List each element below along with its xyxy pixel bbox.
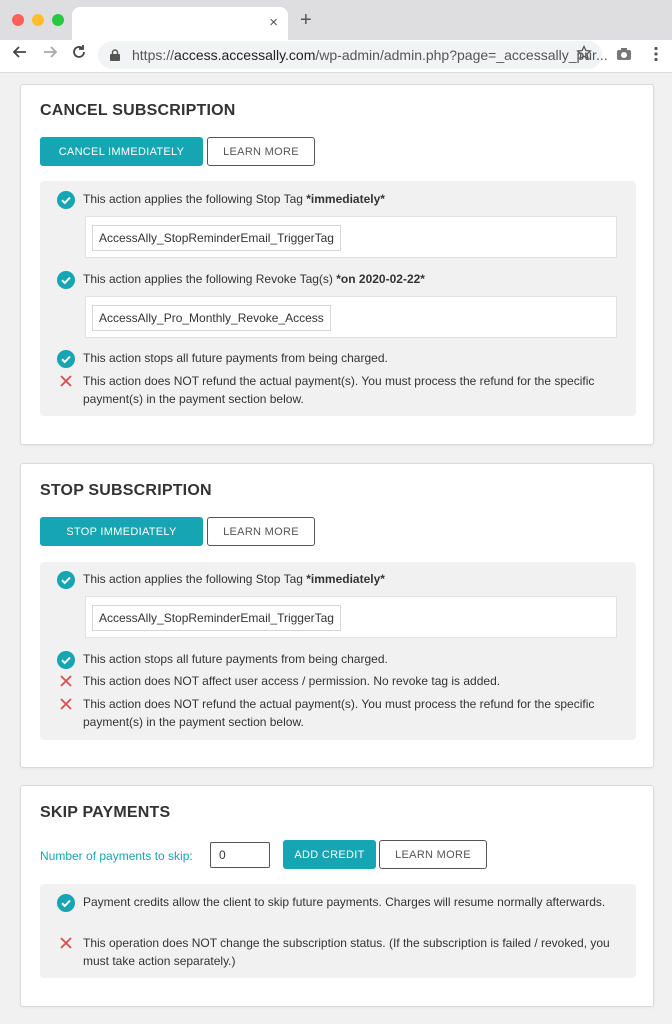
lock-icon xyxy=(110,49,124,61)
no-refund-line xyxy=(83,372,623,408)
cancel-subscription-title: CANCEL SUBSCRIPTION xyxy=(40,102,236,119)
credits-info-line xyxy=(83,893,623,911)
x-icon xyxy=(59,674,73,688)
cancel-learn-more-button[interactable]: LEARN MORE xyxy=(207,137,315,166)
tab-close-icon[interactable]: × xyxy=(269,14,278,31)
cancel-immediately-button[interactable]: CANCEL IMMEDIATELY xyxy=(40,137,203,166)
address-bar[interactable] xyxy=(98,41,608,69)
cancel-info-panel xyxy=(40,181,636,416)
skip-learn-more-button[interactable]: LEARN MORE xyxy=(379,840,487,869)
no-status-change-line xyxy=(83,934,623,970)
no-access-change-text: This action does NOT affect user access / permission. No revoke tag is added. xyxy=(83,674,501,688)
stop-tag-line xyxy=(83,190,623,208)
add-credit-button[interactable]: ADD CREDIT xyxy=(283,840,376,869)
x-icon xyxy=(59,936,73,950)
url-text xyxy=(132,47,608,63)
minimize-window-button[interactable] xyxy=(32,14,44,26)
stop-tag-value: AccessAlly_StopReminderEmail_TriggerTag xyxy=(92,605,341,631)
stop-tag-emphasis: *immediately* xyxy=(306,192,385,206)
revoke-tag-box xyxy=(85,296,617,338)
no-status-change-text: This operation does NOT change the subscription status. (If the subscription is failed / revoked, you must take action separately.) xyxy=(83,936,610,968)
no-refund-text: This action does NOT refund the actual payment(s). You must process the refund for the specific payment(s) in the payment section below. xyxy=(83,374,595,406)
browser-toolbar xyxy=(0,40,672,73)
new-tab-icon[interactable]: + xyxy=(300,9,312,31)
stop-tag-text: This action applies the following Stop Tag xyxy=(83,192,307,206)
credits-info-text: Payment credits allow the client to skip future payments. Charges will resume normally afterwards. xyxy=(83,895,606,909)
skip-count-label: Number of payments to skip: xyxy=(40,849,193,863)
stop-learn-more-button[interactable]: LEARN MORE xyxy=(207,517,315,546)
stop-tag-line xyxy=(83,570,623,588)
stop-subscription-card xyxy=(20,463,654,768)
bookmark-star-icon[interactable] xyxy=(576,45,592,66)
x-icon xyxy=(59,374,73,388)
stops-payments-line xyxy=(83,650,623,668)
check-icon xyxy=(57,271,75,289)
stop-tag-box xyxy=(85,596,617,638)
stop-tag-box xyxy=(85,216,617,258)
url-prefix: https:// xyxy=(132,47,175,63)
stops-payments-text: This action stops all future payments from being charged. xyxy=(83,351,388,365)
x-icon xyxy=(59,697,73,711)
skip-payments-title: SKIP PAYMENTS xyxy=(40,804,171,821)
check-icon xyxy=(57,191,75,209)
back-icon[interactable] xyxy=(12,44,28,65)
stop-subscription-title: STOP SUBSCRIPTION xyxy=(40,482,212,499)
skip-payments-card xyxy=(20,785,654,1007)
camera-icon[interactable] xyxy=(616,46,632,62)
revoke-tag-value: AccessAlly_Pro_Monthly_Revoke_Access xyxy=(92,305,331,331)
stop-tag-value: AccessAlly_StopReminderEmail_TriggerTag xyxy=(92,225,341,251)
maximize-window-button[interactable] xyxy=(52,14,64,26)
stop-tag-text: This action applies the following Stop Tag xyxy=(83,572,307,586)
skip-count-input[interactable] xyxy=(210,842,270,868)
window-controls xyxy=(12,14,64,26)
stops-payments-line xyxy=(83,349,623,367)
check-icon xyxy=(57,894,75,912)
page-content xyxy=(0,73,672,1024)
check-icon xyxy=(57,651,75,669)
revoke-tag-emphasis: *on 2020-02-22* xyxy=(336,272,425,286)
reload-icon[interactable] xyxy=(71,44,87,65)
close-window-button[interactable] xyxy=(12,14,24,26)
browser-tabbar xyxy=(0,0,672,40)
check-icon xyxy=(57,350,75,368)
url-host: access.accessally.com xyxy=(174,47,316,63)
no-refund-line xyxy=(83,695,623,731)
stop-info-panel xyxy=(40,562,636,740)
revoke-tag-line xyxy=(83,270,623,288)
stops-payments-text: This action stops all future payments from being charged. xyxy=(83,652,388,666)
revoke-tag-text: This action applies the following Revoke Tag(s) xyxy=(83,272,337,286)
stop-tag-emphasis: *immediately* xyxy=(306,572,385,586)
browser-tab[interactable] xyxy=(72,7,288,40)
forward-icon[interactable] xyxy=(42,44,58,65)
url-path: /wp-admin/admin.php?page=_accessally_pur... xyxy=(315,47,608,63)
cancel-subscription-card xyxy=(20,84,654,445)
no-refund-text: This action does NOT refund the actual payment(s). You must process the refund for the specific payment(s) in the payment section below. xyxy=(83,697,595,729)
menu-icon[interactable] xyxy=(654,46,658,67)
stop-immediately-button[interactable]: STOP IMMEDIATELY xyxy=(40,517,203,546)
no-access-change-line xyxy=(83,672,623,690)
check-icon xyxy=(57,571,75,589)
skip-info-panel xyxy=(40,884,636,978)
